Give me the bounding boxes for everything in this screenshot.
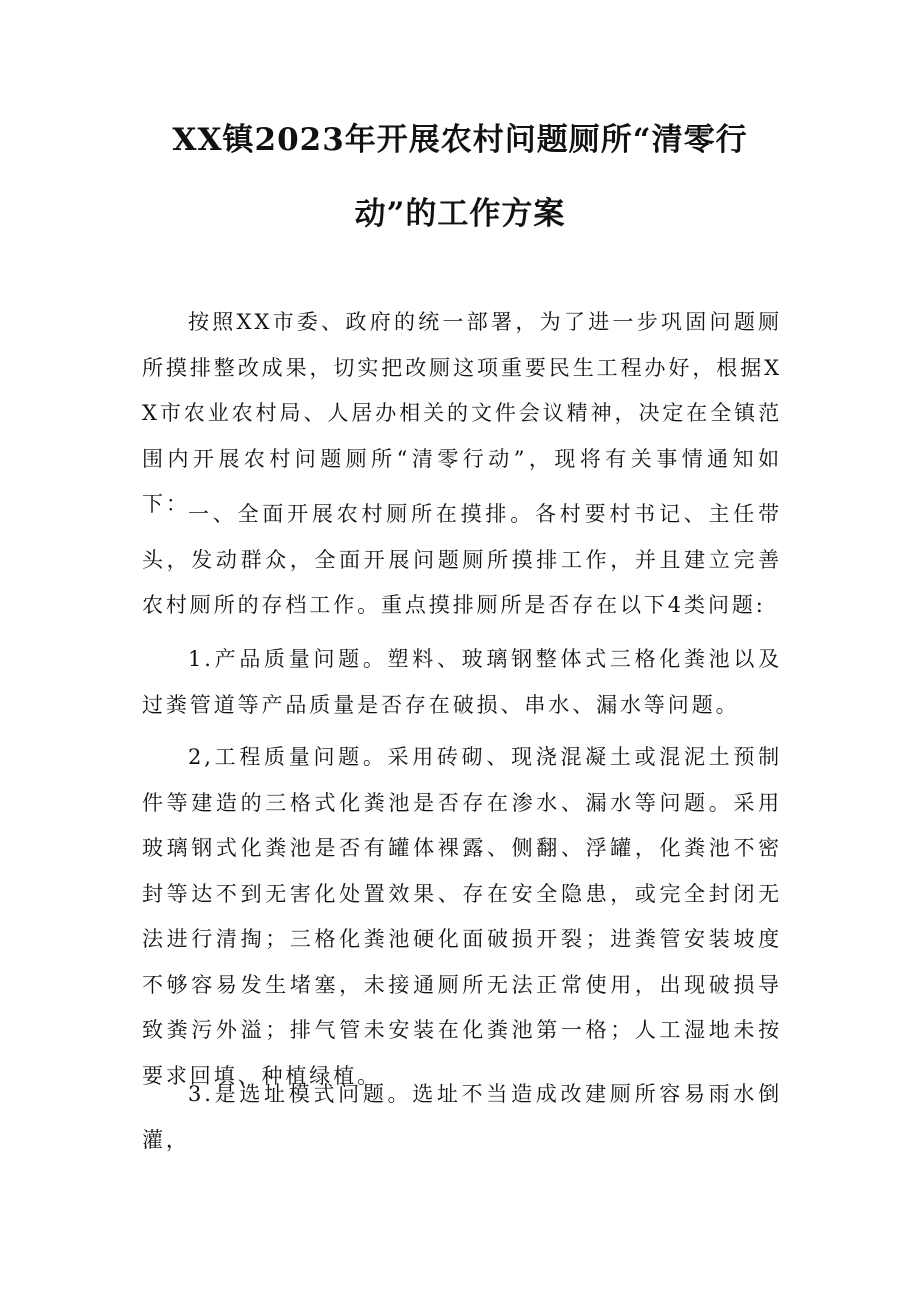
intro-paragraph: 按照XX市委、政府的统一部署，为了进一步巩固问题厕所摸排整改成果，切实把改厕这项重要民生工程办好，根据XX市农业农村局、人居办相关的文件会议精神，决定在全镇范围内开展农村问题厕所“清零行动”，现将有关事情通知如下： <box>142 310 782 516</box>
site-selection-paragraph: 3.是选址模式问题。选址不当造成改建厕所容易雨水倒灌， <box>142 1082 782 1152</box>
product-quality-paragraph: 1.产品质量问题。塑料、玻璃钢整体式三格化粪池以及过粪管道等产品质量是否存在破损、串水、漏水等问题。 <box>142 647 782 717</box>
document-title-line-2: 动”的工作方案 <box>354 196 566 232</box>
section-one-paragraph: 一、全面开展农村厕所在摸排。各村要村书记、主任带头，发动群众，全面开展问题厕所摸排工作，并且建立完善农村厕所的存档工作。重点摸排厕所是否存在以下4类问题: <box>142 502 782 617</box>
document-title-line-1: XX镇2023年开展农村问题厕所“清零行 <box>172 122 748 158</box>
engineering-quality-paragraph: 2,工程质量问题。采用砖砌、现浇混凝土或混泥土预制件等建造的三格式化粪池是否存在渗水、漏水等问题。采用玻璃钢式化粪池是否有罐体裸露、侧翻、浮罐，化粪池不密封等达不到无害化处置效果、存在安全隐患，或完全封闭无法进行清掏；三格化粪池硬化面破损开裂；进粪管安装坡度不够容易发生堵塞，未接通厕所无法正常使用，出现破损导致粪污外溢；排气管未安装在化粪池第一格；人工湿地未按要求回填、种植绿植。 <box>142 745 782 1088</box>
